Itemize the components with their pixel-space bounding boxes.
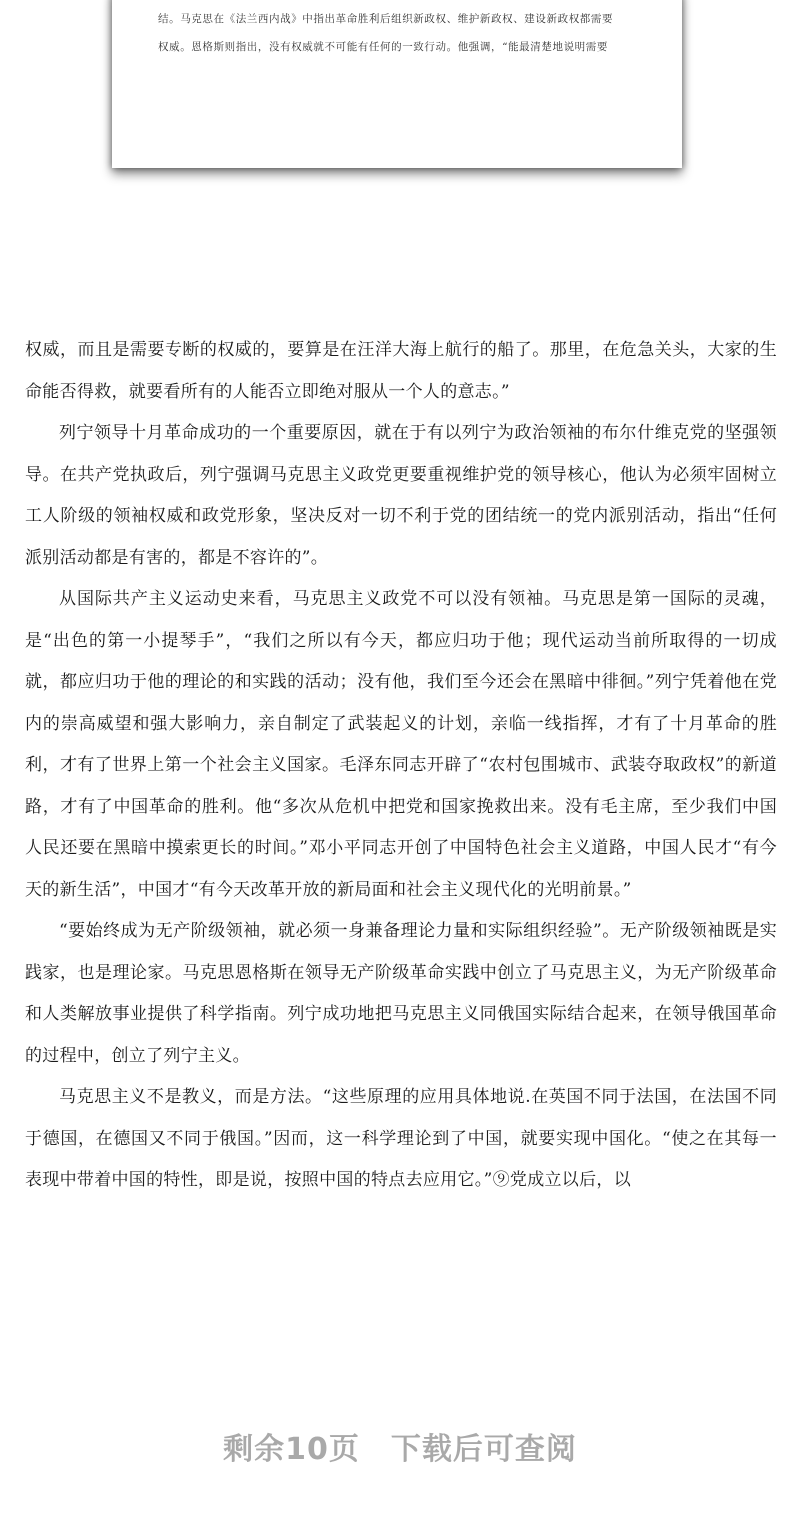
preview-area <box>0 0 800 230</box>
paragraph: 列宁领导十月革命成功的一个重要原因，就在于有以列宁为政治领袖的布尔什维克党的坚强领导。在共产党执政后，列宁强调马克思主义政党更要重视维护党的领导核心，他认为必须牢固树立工人阶级的领袖权威和政党形象，坚决反对一切不利于党的团结统一的党内派别活动，指出“任何派别活动都是有害的，都是不容许的”。 <box>25 423 777 568</box>
paragraph: “要始终成为无产阶级领袖，就必须一身兼备理论力量和实际组织经验”。无产阶级领袖既是实践家，也是理论家。马克思恩格斯在领导无产阶级革命实践中创立了马克思主义，为无产阶级革命和人类解放事业提供了科学指南。列宁成功地把马克思主义同俄国实际结合起来，在领导俄国革命的过程中，创立了列宁主义。 <box>25 921 777 1066</box>
article-body <box>25 330 777 1202</box>
preview-text-line: 结。马克思在《法兰西内战》中指出革命胜利后组织新政权、维护新政权、建设新政权都需要 <box>158 13 614 25</box>
document-page-preview[interactable] <box>112 0 682 168</box>
preview-text-line: 权威。恩格斯则指出，没有权威就不可能有任何的一致行动。他强调，“能最清楚地说明需要 <box>158 41 608 53</box>
paragraph: 权威，而且是需要专断的权威的，要算是在汪洋大海上航行的船了。那里，在危急关头，大家的生命能否得救，就要看所有的人能否立即绝对服从一个人的意志。” <box>25 340 777 402</box>
remaining-pages-banner[interactable]: 剩余10页 下载后可查阅 <box>223 1432 577 1467</box>
paragraph: 从国际共产主义运动史来看，马克思主义政党不可以没有领袖。马克思是第一国际的灵魂，是“出色的第一小提琴手”，“我们之所以有今天，都应归功于他；现代运动当前所取得的一切成就，都应归功于他的理论的和实践的活动；没有他，我们至今还会在黑暗中徘徊。”列宁凭着他在党内的崇高威望和强大影响力，亲自制定了武装起义的计划，亲临一线指挥，才有了十月革命的胜利，才有了世界上第一个社会主义国家。毛泽东同志开辟了“农村包围城市、武装夺取政权”的新道路，才有了中国革命的胜利。他“多次从危机中把党和国家挽救出来。没有毛主席，至少我们中国人民还要在黑暗中摸索更长的时间。”邓小平同志开创了中国特色社会主义道路，中国人民才“有今天的新生活”，中国才“有今天改革开放的新局面和社会主义现代化的光明前景。” <box>25 589 777 900</box>
paragraph: 马克思主义不是教义，而是方法。“这些原理的应用具体地说.在英国不同于法国，在法国不同于德国，在德国又不同于俄国。”因而，这一科学理论到了中国，就要实现中国化。“使之在其每一表现中带着中国的特性，即是说，按照中国的特点去应用它。”⑨党成立以后，以 <box>25 1087 777 1190</box>
